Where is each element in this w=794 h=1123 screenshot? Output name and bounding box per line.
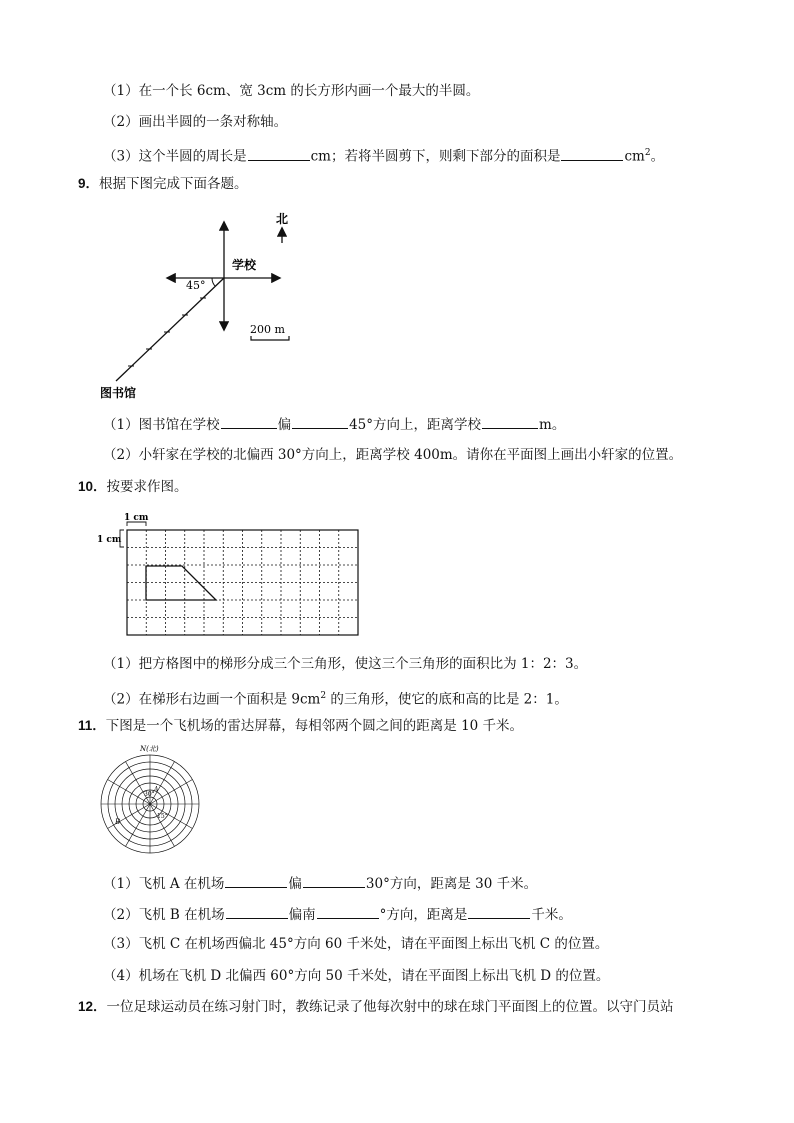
q11-sub4: （4）机场在飞机 D 北偏西 60°方向 50 千米处，请在平面图上标出飞机 D 的位置。 — [103, 968, 610, 984]
answer-blank[interactable] — [225, 873, 287, 888]
q8-sub1: （1）在一个长 6cm、宽 3cm 的长方形内画一个最大的半圆。 — [103, 83, 480, 99]
answer-blank[interactable] — [303, 873, 365, 888]
q11-sub2: （2）飞机 B 在机场 偏南 °方向，距离是 千米。 — [103, 904, 572, 924]
q10-figure-grid — [94, 508, 362, 640]
question-number: 9． — [78, 176, 100, 191]
q11-sub3: （3）飞机 C 在机场西偏北 45°方向 60 千米处，请在平面图上标出飞机 C 的位置。 — [103, 936, 609, 952]
answer-blank[interactable] — [221, 414, 277, 429]
trapezoid-shape — [146, 566, 216, 600]
question-number: 11． — [78, 718, 106, 733]
angle-label: 45° — [186, 279, 206, 292]
question-number: 10． — [78, 479, 107, 494]
plane-a-label: A — [154, 786, 159, 793]
scale-label: 200 m — [250, 323, 285, 336]
plane-b-label: B — [115, 818, 121, 826]
radar-angle-15: 15° — [157, 813, 168, 820]
q8-sub3: （3）这个半圆的周长是 cm；若将半圆剪下，则剩下部分的面积是 $cm^2$。 — [103, 144, 664, 166]
q12-title: 12．一位足球运动员在练习射门时，教练记录了他每次射中的球在球门平面图上的位置。以守门员站 — [78, 999, 674, 1015]
q11-radar-figure — [98, 742, 208, 857]
q10-sub1: （1）把方格图中的梯形分成三个三角形，使这三个三角形的面积比为 1：2：3。 — [103, 656, 588, 672]
answer-blank[interactable] — [317, 904, 379, 919]
q10-sub2: （2）在梯形右边画一个面积是 $9cm^2$ 的三角形，使它的底和高的比是 2：1。 — [103, 691, 568, 708]
q9-sub1: （1）图书馆在学校 偏 45°方向上，距离学校 m。 — [103, 414, 565, 434]
answer-blank[interactable] — [226, 904, 288, 919]
q9-sub2: （2）小轩家在学校的北偏西 30°方向上，距离学校 400m。请你在平面图上画出小轩家的位置。 — [103, 447, 683, 463]
school-label: 学校 — [232, 258, 257, 272]
q9-figure-map — [90, 205, 320, 405]
answer-blank[interactable] — [248, 146, 310, 161]
q9-title: 9．根据下图完成下面各题。 — [78, 176, 248, 192]
q10-title: 10．按要求作图。 — [78, 479, 188, 495]
north-label: 北 — [276, 212, 289, 226]
q11-title: 11．下图是一个飞机场的雷达屏幕，每相邻两个圆之间的距离是 10 千米。 — [78, 718, 524, 734]
answer-blank[interactable] — [561, 146, 623, 161]
radar-north-label: N(北) — [140, 745, 159, 753]
unit-label-horizontal: 1 cm — [124, 513, 149, 523]
answer-blank[interactable] — [482, 414, 538, 429]
q11-sub1: （1）飞机 A 在机场 偏 30°方向，距离是 30 千米。 — [103, 873, 537, 893]
scale-bar — [251, 336, 289, 340]
answer-blank[interactable] — [468, 904, 530, 919]
library-label: 图书馆 — [100, 386, 137, 400]
question-number: 12． — [78, 999, 107, 1014]
q8-sub2: （2）画出半圆的一条对称轴。 — [103, 114, 288, 130]
answer-blank[interactable] — [292, 414, 348, 429]
radar-angle-30: 30° — [144, 791, 155, 798]
unit-label-vertical: 1 cm — [97, 535, 122, 545]
